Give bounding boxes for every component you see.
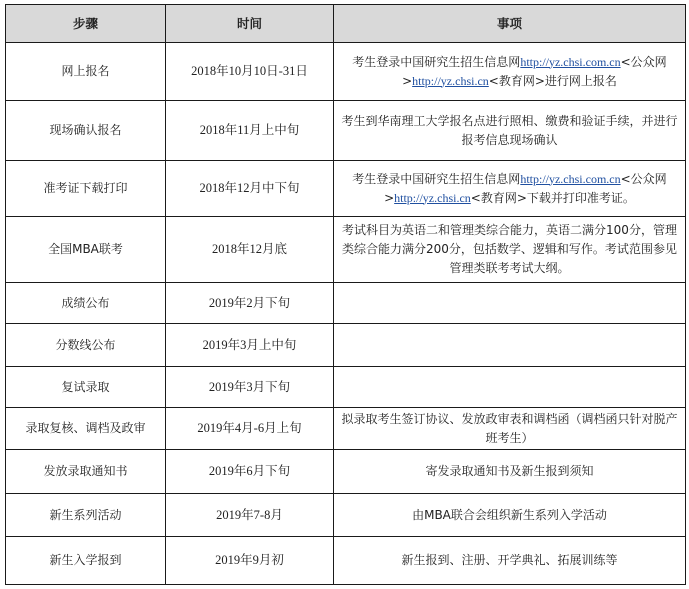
header-matters: 事项	[334, 5, 686, 43]
table-row	[6, 161, 686, 217]
step-cell: 新生入学报到	[6, 537, 166, 585]
chsi-edu-link[interactable]: http://yz.chsi.cn	[394, 190, 471, 205]
matters-text: <公众网>	[384, 171, 667, 205]
step-cell: 现场确认报名	[6, 101, 166, 161]
step-cell: 准考证下载打印	[6, 161, 166, 217]
matters-cell: 由MBA联合会组织新生系列入学活动	[334, 494, 686, 537]
chsi-public-link[interactable]: http://yz.chsi.com.cn	[520, 54, 621, 69]
header-time: 时间	[166, 5, 334, 43]
step-cell: 分数线公布	[6, 324, 166, 367]
matters-text: <教育网>下载并打印准考证。	[470, 190, 635, 205]
matters-cell: 新生报到、注册、开学典礼、拓展训练等	[334, 537, 686, 585]
chsi-public-link[interactable]: http://yz.chsi.com.cn	[520, 171, 621, 186]
step-cell: 录取复核、调档及政审	[6, 408, 166, 450]
table-row	[6, 324, 686, 367]
table-row	[6, 217, 686, 283]
time-cell: 2018年12月中下旬	[166, 161, 334, 217]
table-row	[6, 494, 686, 537]
step-cell: 网上报名	[6, 43, 166, 101]
header-row	[6, 5, 686, 43]
matters-cell: 寄发录取通知书及新生报到须知	[334, 450, 686, 494]
table-row	[6, 43, 686, 101]
step-cell: 复试录取	[6, 367, 166, 408]
matters-cell	[334, 283, 686, 324]
table-row	[6, 101, 686, 161]
table-row	[6, 450, 686, 494]
matters-cell	[334, 367, 686, 408]
time-cell: 2019年3月下旬	[166, 367, 334, 408]
matters-text: 考生登录中国研究生招生信息网	[352, 54, 521, 69]
matters-cell: 考生到华南理工大学报名点进行照相、缴费和验证手续，并进行报考信息现场确认	[334, 101, 686, 161]
time-cell: 2019年2月下旬	[166, 283, 334, 324]
schedule-table	[5, 4, 686, 585]
step-cell: 成绩公布	[6, 283, 166, 324]
time-cell: 2019年6月下旬	[166, 450, 334, 494]
time-cell: 2018年11月上中旬	[166, 101, 334, 161]
matters-text: <公众网>	[402, 54, 667, 88]
time-cell: 2019年9月初	[166, 537, 334, 585]
table-row	[6, 367, 686, 408]
time-cell: 2019年4月-6月上旬	[166, 408, 334, 450]
matters-cell	[334, 324, 686, 367]
table-row	[6, 537, 686, 585]
time-cell: 2018年10月10日-31日	[166, 43, 334, 101]
time-cell: 2018年12月底	[166, 217, 334, 283]
matters-cell: 拟录取考生签订协议、发放政审表和调档函（调档函只针对脱产班考生）	[334, 408, 686, 450]
matters-cell	[334, 161, 686, 217]
matters-cell: 考试科目为英语二和管理类综合能力，英语二满分100分，管理类综合能力满分200分，包括数学、逻辑和写作。考试范围参见管理类联考考试大纲。	[334, 217, 686, 283]
time-cell: 2019年7-8月	[166, 494, 334, 537]
chsi-edu-link[interactable]: http://yz.chsi.cn	[412, 73, 489, 88]
table-row	[6, 408, 686, 450]
time-cell: 2019年3月上中旬	[166, 324, 334, 367]
step-cell: 发放录取通知书	[6, 450, 166, 494]
matters-text: <教育网>进行网上报名	[488, 73, 617, 88]
table-row	[6, 283, 686, 324]
step-cell: 全国MBA联考	[6, 217, 166, 283]
matters-cell	[334, 43, 686, 101]
matters-text: 考生登录中国研究生招生信息网	[352, 171, 521, 186]
header-step: 步骤	[6, 5, 166, 43]
step-cell: 新生系列活动	[6, 494, 166, 537]
